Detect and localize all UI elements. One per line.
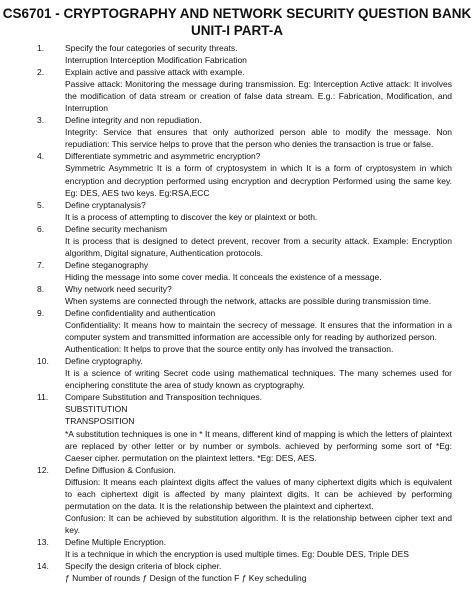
question-text: Define security mechanism (65, 223, 168, 234)
answer-text: It is a process of attempting to discover the key or plaintext or both. (65, 211, 318, 222)
answer-text: *A substitution techniques is one in * It means, different kind of mapping is which the letters of plaintext are replaced by other letter or by number or symbols. achieved by performing some sort of *Eg: Caeser cipher. permutation on the plaintext letters. *Eg: DES, AES. (65, 428, 452, 463)
answer-block (0, 162, 474, 198)
answer-block (0, 235, 474, 259)
question-item (0, 391, 474, 463)
question-item (0, 199, 474, 223)
answer-text: ƒ Number of rounds ƒ Design of the function F ƒ Key scheduling (65, 573, 307, 584)
answer-block (0, 367, 474, 391)
question-number: 1. (37, 43, 45, 53)
question-line (0, 114, 474, 126)
question-text: Specify the four categories of security threats. (65, 43, 238, 53)
question-line (0, 391, 474, 403)
answer-block (0, 572, 474, 584)
answer-text: Diffusion: It means each plaintext digits affect the values of many ciphertext digits which is equivalent to each ciphertext digit is affected by many plaintext digits. It can be achieved by performing permutation on the data. It is the relationship between the plaintext and ciphertext. (65, 476, 452, 511)
answer-text: SUBSTITUTION (65, 404, 128, 415)
answer-block (0, 295, 474, 307)
question-text: Differentiate symmetric and asymmetric encryption? (65, 151, 261, 162)
question-item (0, 536, 474, 560)
question-text: Define cryptanalysis? (65, 199, 146, 210)
question-number: 3. (37, 115, 45, 126)
question-number: 2. (37, 67, 45, 78)
answer-block (0, 126, 474, 150)
question-number: 14. (37, 561, 49, 572)
question-text: Specify the design criteria of block cipher. (65, 561, 222, 572)
question-text: Explain active and passive attack with example. (65, 67, 245, 78)
answer-block (0, 78, 474, 114)
answer-text: Symmetric Asymmetric It is a form of cryptosystem in which It is a form of cryptosystem in which encryption and decryption performed using encryption and decryption Performed using the same key. Eg: DES, AES two keys. Eg:RSA,ECC (65, 163, 452, 198)
answer-text: Authentication: It helps to prove that the source entity only has involved the transaction. (65, 344, 394, 355)
answer-text: Interruption Interception Modification Fabrication (65, 55, 247, 66)
answer-block (0, 548, 474, 560)
question-number: 13. (37, 536, 49, 547)
unit-heading: UNIT-I PART-A (191, 23, 283, 38)
answer-block (0, 319, 474, 355)
question-line (0, 560, 474, 572)
question-item (0, 355, 474, 391)
answer-block (0, 211, 474, 223)
question-line (0, 259, 474, 271)
question-text: Why network need security? (65, 283, 172, 294)
question-number: 12. (37, 464, 49, 475)
answer-text: It is process that is designed to detect prevent, recover from a security attack. Example: Encryption algorithm, Digital signature, Authentication protocols. (65, 235, 452, 258)
question-item (0, 150, 474, 198)
answer-text: When systems are connected through the network, attacks are possible during transmission time. (65, 295, 432, 306)
question-line (0, 536, 474, 548)
question-text: Compare Substitution and Transposition techniques. (65, 392, 263, 403)
question-line (0, 464, 474, 476)
question-line (0, 150, 474, 162)
question-number: 10. (37, 356, 49, 367)
question-item (0, 42, 474, 66)
question-text: Define steganography (65, 259, 149, 270)
question-item (0, 259, 474, 283)
question-item (0, 66, 474, 114)
question-item (0, 560, 474, 584)
question-text: Define Diffusion & Confusion. (65, 464, 176, 475)
question-line (0, 42, 474, 54)
answer-text: It is a science of writing Secret code using mathematical techniques. The many schemes used for enciphering constitute the area of study known as cryptography. (65, 368, 452, 391)
question-number: 8. (37, 283, 45, 294)
question-line (0, 283, 474, 295)
answer-text: It is a technique in which the encryption is used multiple times. Eg: Double DES, Triple DES (65, 548, 409, 559)
answer-text: Confidentiality: It means how to maintain the secrecy of message. It ensures that the information in a computer system and transmitted information are accessible only for reading by authorized person. (65, 320, 452, 343)
question-item (0, 283, 474, 307)
answer-block (0, 403, 474, 463)
question-line (0, 223, 474, 235)
question-text: Define integrity and non repudiation. (65, 115, 202, 126)
answer-block (0, 271, 474, 283)
question-item (0, 464, 474, 536)
answer-text: Confusion: It can be achieved by substitution algorithm. It is the relationship between cipher text and key. (65, 512, 452, 535)
answer-text: Hiding the message into some cover media. It conceals the existence of a message. (65, 271, 382, 282)
question-line (0, 307, 474, 319)
question-list (0, 42, 474, 584)
question-text: Define confidentiality and authentication (65, 308, 216, 319)
question-number: 7. (37, 259, 45, 270)
question-text: Define Multiple Encryption. (65, 536, 167, 547)
question-number: 11. (37, 392, 49, 403)
question-number: 4. (37, 151, 45, 162)
question-line (0, 199, 474, 211)
question-line (0, 355, 474, 367)
question-item (0, 114, 474, 150)
answer-block (0, 54, 474, 66)
question-number: 5. (37, 199, 45, 210)
answer-text: Integrity: Service that ensures that only authorized person able to modify the message. Non repudiation: This service helps to prove that the person who denies the transaction is true or false. (65, 127, 452, 150)
page-title: CS6701 - CRYPTOGRAPHY AND NETWORK SECURITY QUESTION BANK (2, 6, 472, 21)
question-number: 9. (37, 308, 45, 319)
question-item (0, 307, 474, 355)
question-text: Define cryptography. (65, 356, 143, 367)
answer-text: TRANSPOSITION (65, 416, 135, 427)
question-line (0, 66, 474, 78)
question-number: 6. (37, 223, 45, 234)
answer-block (0, 476, 474, 536)
answer-text: Passive attack: Monitoring the message during transmission. Eg: Interception Active attack: It involves the modification of data stream or creation of false data stream. E.g.: Fabrication, Modification, and Interruption (65, 79, 452, 114)
question-item (0, 223, 474, 259)
